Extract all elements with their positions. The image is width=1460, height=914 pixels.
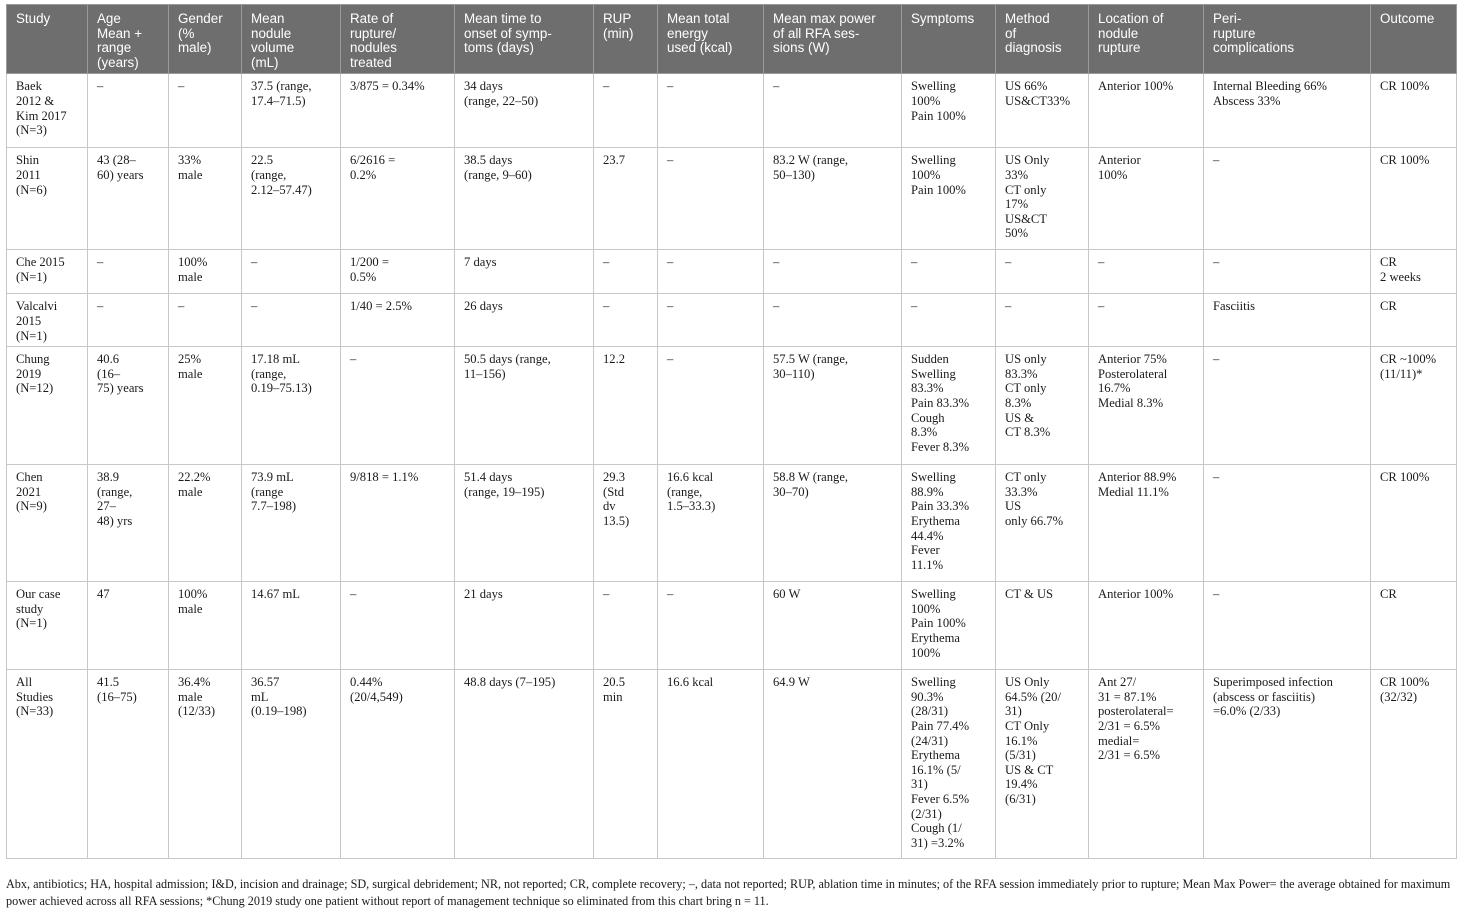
table-cell: 58.8 W (range, 30–70) bbox=[764, 465, 902, 582]
table-cell: – bbox=[996, 294, 1089, 347]
column-header: Rate of rupture/ nodules treated bbox=[341, 5, 455, 74]
table-cell: Anterior 100% bbox=[1089, 582, 1204, 670]
column-header: Age Mean + range (years) bbox=[88, 5, 169, 74]
table-cell: CR 100% bbox=[1371, 74, 1457, 148]
table-cell: 33% male bbox=[169, 148, 242, 250]
table-footnote: Abx, antibiotics; HA, hospital admission; I&D, incision and drainage; SD, surgical debridement; NR, not reported; CR, complete recovery; –, data not reported; RUP, ablation time in minutes; of the RFA session immediately prior to rupture; Mean Max Power= the average obtained for maximum power achieved across all RFA sessions; *Chung 2019 study one patient without report of management technique so eliminated from this chart bring n = 11. bbox=[6, 877, 1451, 908]
table-cell: Internal Bleeding 66% Abscess 33% bbox=[1204, 74, 1371, 148]
table-cell: – bbox=[341, 582, 455, 670]
table-cell: – bbox=[658, 250, 764, 294]
table-row bbox=[7, 465, 1457, 582]
table-cell: 37.5 (range, 17.4–71.5) bbox=[242, 74, 341, 148]
column-header: Location of nodule rupture bbox=[1089, 5, 1204, 74]
table-cell: Superimposed infection (abscess or fasciitis) =6.0% (2/33) bbox=[1204, 670, 1371, 859]
table-cell: – bbox=[658, 294, 764, 347]
table-row bbox=[7, 250, 1457, 294]
study-cell: Baek 2012 & Kim 2017 (N=3) bbox=[7, 74, 88, 148]
table-cell: US 66% US&CT33% bbox=[996, 74, 1089, 148]
table-cell: 50.5 days (range, 11–156) bbox=[455, 347, 594, 465]
table-cell: 40.6 (16– 75) years bbox=[88, 347, 169, 465]
table-cell: – bbox=[764, 250, 902, 294]
study-cell: Che 2015 (N=1) bbox=[7, 250, 88, 294]
table-cell: 22.2% male bbox=[169, 465, 242, 582]
table-cell: Anterior 75% Posterolateral 16.7% Medial 8.3% bbox=[1089, 347, 1204, 465]
table-cell: 9/818 = 1.1% bbox=[341, 465, 455, 582]
column-header: Mean total energy used (kcal) bbox=[658, 5, 764, 74]
study-cell: All Studies (N=33) bbox=[7, 670, 88, 859]
table-cell: 12.2 bbox=[594, 347, 658, 465]
table-cell: Swelling 88.9% Pain 33.3% Erythema 44.4% Fever 11.1% bbox=[902, 465, 996, 582]
column-header: Outcome bbox=[1371, 5, 1457, 74]
column-header: Mean max power of all RFA ses- sions (W) bbox=[764, 5, 902, 74]
table-cell: 29.3 (Std dv 13.5) bbox=[594, 465, 658, 582]
table-cell: 21 days bbox=[455, 582, 594, 670]
table-cell: 6/2616 = 0.2% bbox=[341, 148, 455, 250]
table-cell: 16.6 kcal bbox=[658, 670, 764, 859]
table-cell: – bbox=[1204, 347, 1371, 465]
table-cell: – bbox=[902, 250, 996, 294]
study-cell: Our case study (N=1) bbox=[7, 582, 88, 670]
table-cell: 3/875 = 0.34% bbox=[341, 74, 455, 148]
table-row bbox=[7, 347, 1457, 465]
table-cell: 22.5 (range, 2.12–57.47) bbox=[242, 148, 341, 250]
table-cell: Swelling 90.3% (28/31) Pain 77.4% (24/31) Erythema 16.1% (5/ 31) Fever 6.5% (2/31) Cough (1/ 31) =3.2% bbox=[902, 670, 996, 859]
table-header bbox=[7, 5, 1457, 74]
table-cell: 38.5 days (range, 9–60) bbox=[455, 148, 594, 250]
table-cell: – bbox=[658, 74, 764, 148]
table-cell: Swelling 100% Pain 100% bbox=[902, 148, 996, 250]
table-cell: 20.5 min bbox=[594, 670, 658, 859]
table-cell: 1/40 = 2.5% bbox=[341, 294, 455, 347]
table-cell: 57.5 W (range, 30–110) bbox=[764, 347, 902, 465]
table-cell: – bbox=[1089, 294, 1204, 347]
table-row bbox=[7, 74, 1457, 148]
table-row bbox=[7, 670, 1457, 859]
table-cell: CT only 33.3% US only 66.7% bbox=[996, 465, 1089, 582]
header-row bbox=[7, 5, 1457, 74]
table-cell: 36.4% male (12/33) bbox=[169, 670, 242, 859]
study-cell: Valcalvi 2015 (N=1) bbox=[7, 294, 88, 347]
table-cell: – bbox=[1204, 250, 1371, 294]
table-cell: US only 83.3% CT only 8.3% US & CT 8.3% bbox=[996, 347, 1089, 465]
table-cell: 73.9 mL (range 7.7–198) bbox=[242, 465, 341, 582]
table-cell: Anterior 100% bbox=[1089, 148, 1204, 250]
table-cell: CR 100% bbox=[1371, 465, 1457, 582]
table-cell: 17.18 mL (range, 0.19–75.13) bbox=[242, 347, 341, 465]
table-cell: Fasciitis bbox=[1204, 294, 1371, 347]
table-cell: – bbox=[1204, 582, 1371, 670]
table-cell: – bbox=[594, 74, 658, 148]
table-cell: – bbox=[169, 294, 242, 347]
table-cell: 23.7 bbox=[594, 148, 658, 250]
table-row bbox=[7, 294, 1457, 347]
table-cell: Swelling 100% Pain 100% Erythema 100% bbox=[902, 582, 996, 670]
table-cell: Ant 27/ 31 = 87.1% posterolateral= 2/31 = 6.5% medial= 2/31 = 6.5% bbox=[1089, 670, 1204, 859]
table-cell: CR 2 weeks bbox=[1371, 250, 1457, 294]
table-cell: Sudden Swelling 83.3% Pain 83.3% Cough 8.3% Fever 8.3% bbox=[902, 347, 996, 465]
table-cell: US Only 33% CT only 17% US&CT 50% bbox=[996, 148, 1089, 250]
table-cell: 36.57 mL (0.19–198) bbox=[242, 670, 341, 859]
table-row bbox=[7, 582, 1457, 670]
table-cell: Swelling 100% Pain 100% bbox=[902, 74, 996, 148]
table-cell: – bbox=[764, 74, 902, 148]
table-cell: – bbox=[341, 347, 455, 465]
table-cell: 25% male bbox=[169, 347, 242, 465]
table-cell: 48.8 days (7–195) bbox=[455, 670, 594, 859]
table-row bbox=[7, 148, 1457, 250]
column-header: Mean time to onset of symp- toms (days) bbox=[455, 5, 594, 74]
table-cell: 16.6 kcal (range, 1.5–33.3) bbox=[658, 465, 764, 582]
study-cell: Shin 2011 (N=6) bbox=[7, 148, 88, 250]
column-header: RUP (min) bbox=[594, 5, 658, 74]
table-cell: 100% male bbox=[169, 250, 242, 294]
table-cell: 0.44% (20/4,549) bbox=[341, 670, 455, 859]
table-cell: 14.67 mL bbox=[242, 582, 341, 670]
table-cell: – bbox=[88, 250, 169, 294]
table-cell: 1/200 = 0.5% bbox=[341, 250, 455, 294]
table-body bbox=[7, 74, 1457, 859]
table-cell: CR bbox=[1371, 582, 1457, 670]
table-cell: – bbox=[1089, 250, 1204, 294]
table-cell: CR bbox=[1371, 294, 1457, 347]
column-header: Mean nodule volume (mL) bbox=[242, 5, 341, 74]
study-cell: Chen 2021 (N=9) bbox=[7, 465, 88, 582]
table-cell: – bbox=[764, 294, 902, 347]
table-cell: – bbox=[658, 582, 764, 670]
table-cell: US Only 64.5% (20/ 31) CT Only 16.1% (5/31) US & CT 19.4% (6/31) bbox=[996, 670, 1089, 859]
table-container bbox=[6, 4, 1456, 859]
table-cell: 60 W bbox=[764, 582, 902, 670]
table-cell: – bbox=[594, 250, 658, 294]
table-cell: – bbox=[1204, 148, 1371, 250]
table-cell: – bbox=[594, 294, 658, 347]
table-cell: – bbox=[242, 250, 341, 294]
table-cell: Anterior 88.9% Medial 11.1% bbox=[1089, 465, 1204, 582]
table-cell: CT & US bbox=[996, 582, 1089, 670]
table-cell: – bbox=[996, 250, 1089, 294]
table-cell: 34 days (range, 22–50) bbox=[455, 74, 594, 148]
table-cell: 100% male bbox=[169, 582, 242, 670]
table-cell: – bbox=[169, 74, 242, 148]
table-cell: – bbox=[902, 294, 996, 347]
column-header: Peri- rupture complications bbox=[1204, 5, 1371, 74]
table-cell: 26 days bbox=[455, 294, 594, 347]
table-cell: – bbox=[88, 294, 169, 347]
table-cell: Anterior 100% bbox=[1089, 74, 1204, 148]
table-cell: – bbox=[658, 347, 764, 465]
table-cell: 47 bbox=[88, 582, 169, 670]
table-cell: CR ~100% (11/11)* bbox=[1371, 347, 1457, 465]
table-cell: – bbox=[88, 74, 169, 148]
table-cell: – bbox=[594, 582, 658, 670]
table-cell: CR 100% (32/32) bbox=[1371, 670, 1457, 859]
table-cell: 83.2 W (range, 50–130) bbox=[764, 148, 902, 250]
table-cell: 51.4 days (range, 19–195) bbox=[455, 465, 594, 582]
study-cell: Chung 2019 (N=12) bbox=[7, 347, 88, 465]
table-cell: 43 (28– 60) years bbox=[88, 148, 169, 250]
table-cell: – bbox=[242, 294, 341, 347]
table-cell: – bbox=[658, 148, 764, 250]
table-cell: 41.5 (16–75) bbox=[88, 670, 169, 859]
table-cell: 7 days bbox=[455, 250, 594, 294]
column-header: Symptoms bbox=[902, 5, 996, 74]
table-cell: 38.9 (range, 27– 48) yrs bbox=[88, 465, 169, 582]
column-header: Gender (% male) bbox=[169, 5, 242, 74]
table-cell: 64.9 W bbox=[764, 670, 902, 859]
column-header: Study bbox=[7, 5, 88, 74]
data-table bbox=[6, 4, 1457, 859]
column-header: Method of diagnosis bbox=[996, 5, 1089, 74]
table-cell: CR 100% bbox=[1371, 148, 1457, 250]
table-cell: – bbox=[1204, 465, 1371, 582]
